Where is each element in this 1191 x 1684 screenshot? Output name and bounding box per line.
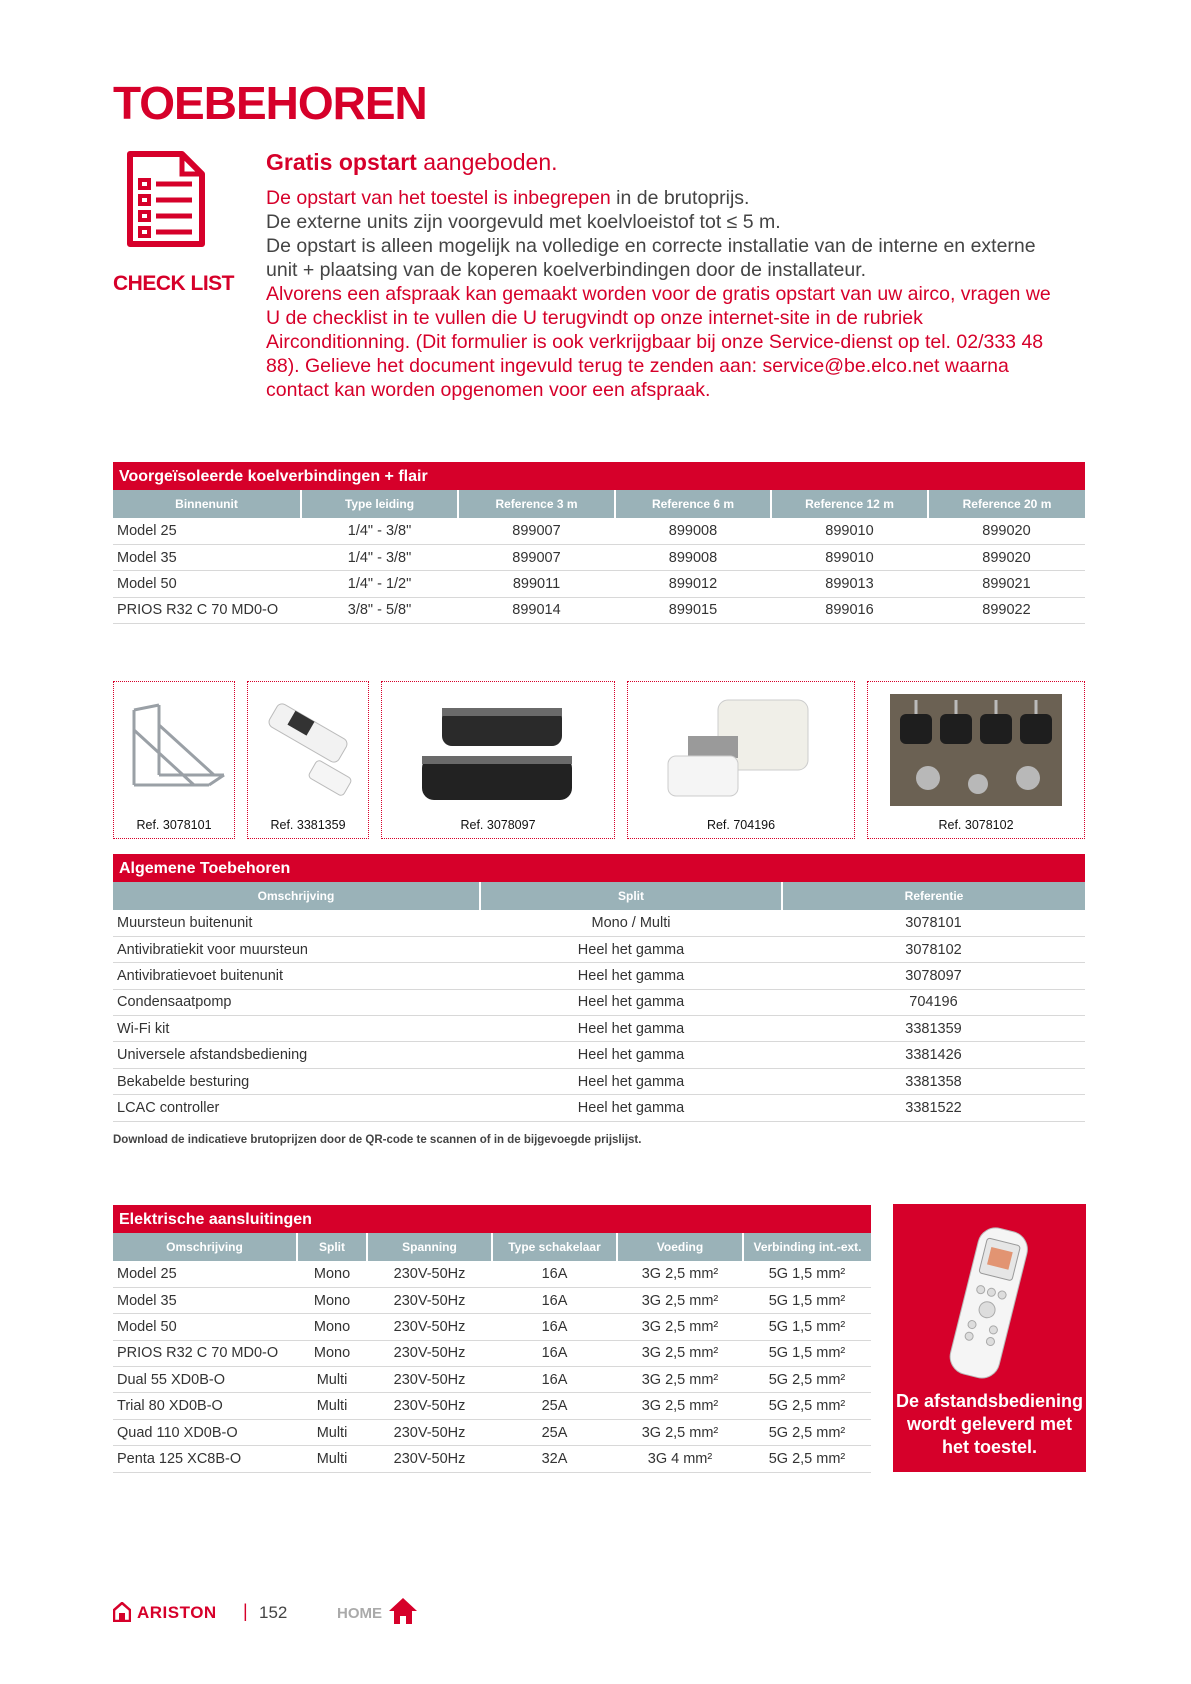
table-row [113,1068,1085,1094]
table-cell: 899015 [615,597,771,623]
table-cell: 899010 [771,544,928,570]
table-cell: Heel het gamma [480,963,782,989]
home-link[interactable]: HOME [337,1605,382,1622]
table-cell: 16A [492,1314,617,1340]
table-cell: 16A [492,1287,617,1313]
intro-heading: Gratis opstart aangeboden. [266,149,558,175]
table-cell: 5G 1,5 mm² [743,1340,871,1366]
table-row [113,989,1085,1015]
table-cell: 899022 [928,597,1085,623]
table-row [113,544,1085,570]
table-row [113,1095,1085,1121]
column-header: Split [297,1233,367,1261]
table-cell: 230V-50Hz [367,1261,492,1287]
table-cell: 230V-50Hz [367,1419,492,1445]
table-cell: Heel het gamma [480,936,782,962]
table-cell: Heel het gamma [480,1042,782,1068]
remote-note: De afstandsbediening wordt geleverd met het toestel. [895,1391,1084,1457]
product-ref: Ref. 704196 [706,818,776,832]
table-row [113,1367,871,1393]
condensate-pump-icon [628,690,854,810]
product-ref: Ref. 3078102 [938,818,1014,832]
product-ref: Ref. 3381359 [270,818,346,832]
table-cell: 5G 2,5 mm² [743,1419,871,1445]
intro-line-1: De opstart van het toestel is inbegrepen in de brutoprijs. [266,187,750,209]
table-cell: Model 25 [113,1261,297,1287]
table-cell: 899007 [458,518,615,544]
intro-line-2: De externe units zijn voorgevuld met koelvloeistof tot ≤ 5 m. [266,211,781,233]
table-cell: 1/4" - 3/8" [301,518,458,544]
table-cell: Bekabelde besturing [113,1068,480,1094]
table-cell: Multi [297,1446,367,1472]
table-cell: Model 50 [113,571,301,597]
table-cell: 3381426 [782,1042,1085,1068]
table-cell: 899012 [615,571,771,597]
table-title: Elektrische aansluitingen [113,1205,871,1233]
column-header: Reference 12 m [771,490,928,518]
table-cell: 3G 2,5 mm² [617,1340,743,1366]
ariston-logo-icon [113,1602,131,1622]
table-cell: Heel het gamma [480,1068,782,1094]
wifi-kit-usb-icon [248,690,368,810]
table-row [113,597,1085,623]
remote-control-icon [944,1222,1034,1382]
column-header: Voeding [617,1233,743,1261]
table-title: Voorgeïsoleerde koelverbindingen + flair [113,462,1085,490]
column-header: Type leiding [301,490,458,518]
table-cell: 3381359 [782,1016,1085,1042]
download-note: Download de indicatieve brutoprijzen door de QR-code te scannen of in de bijgevoegde prijslijst. [113,1134,642,1146]
table-cell: 25A [492,1393,617,1419]
table-cell: 5G 1,5 mm² [743,1287,871,1313]
table-cell: Heel het gamma [480,989,782,1015]
intro-line-3: De opstart is alleen mogelijk na volledige en correcte installatie van de interne en externe unit + plaatsing van de koperen koelverbindingen door de installateur. [266,235,1036,281]
table-cell: 3G 2,5 mm² [617,1393,743,1419]
table-cell: Trial 80 XD0B-O [113,1393,297,1419]
table-cell: Antivibratiekit voor muursteun [113,936,480,962]
table-row [113,1340,871,1366]
column-header: Binnenunit [113,490,301,518]
table-cell: 5G 2,5 mm² [743,1367,871,1393]
table-cell: Antivibratievoet buitenunit [113,963,480,989]
table-cell: 16A [492,1340,617,1366]
table-cell: 899020 [928,544,1085,570]
table-cell: Model 35 [113,544,301,570]
table-row [113,1287,871,1313]
table-cell: 899020 [928,518,1085,544]
table-cell: Penta 125 XC8B-O [113,1446,297,1472]
table-cell: 230V-50Hz [367,1314,492,1340]
table-cell: Muursteun buitenunit [113,910,480,936]
electrical-connections-table [113,1205,871,1473]
checklist-document-icon [126,150,206,248]
table-cell: 3G 2,5 mm² [617,1287,743,1313]
table-row [113,1016,1085,1042]
table-cell: Heel het gamma [480,1016,782,1042]
general-accessories-table [113,854,1085,1122]
table-row [113,910,1085,936]
table-row [113,518,1085,544]
column-header: Omschrijving [113,1233,297,1261]
product-ref: Ref. 3078101 [136,818,212,832]
table-cell: 3381358 [782,1068,1085,1094]
table-cell: 3/8" - 5/8" [301,597,458,623]
table-cell: 3078102 [782,936,1085,962]
column-header: Omschrijving [113,882,480,910]
table-title: Algemene Toebehoren [113,854,1085,882]
table-cell: Condensaatpomp [113,989,480,1015]
table-cell: 899008 [615,518,771,544]
table-row [113,1419,871,1445]
table-cell: Mono / Multi [480,910,782,936]
table-cell: Model 50 [113,1314,297,1340]
product-thumbnails [113,681,1085,839]
table-row [113,1261,871,1287]
table-cell: 5G 2,5 mm² [743,1446,871,1472]
table-cell: Multi [297,1419,367,1445]
table-cell: PRIOS R32 C 70 MD0-O [113,597,301,623]
table-cell: Mono [297,1340,367,1366]
table-cell: 3078097 [782,963,1085,989]
table-cell: 3G 2,5 mm² [617,1419,743,1445]
column-header: Reference 6 m [615,490,771,518]
table-cell: 3G 2,5 mm² [617,1367,743,1393]
table-cell: 5G 1,5 mm² [743,1314,871,1340]
table-cell: 5G 2,5 mm² [743,1393,871,1419]
table-cell: PRIOS R32 C 70 MD0-O [113,1340,297,1366]
table-cell: 25A [492,1419,617,1445]
table-cell: 32A [492,1446,617,1472]
table-cell: 899007 [458,544,615,570]
refrigerant-lines-table [113,462,1085,624]
table-row [113,936,1085,962]
table-cell: 230V-50Hz [367,1446,492,1472]
product-antivibration-feet [381,681,615,839]
brand-name: ARISTON [137,1603,217,1622]
table-cell: Model 25 [113,518,301,544]
product-condensate-pump [627,681,855,839]
page-title: TOEBEHOREN [113,77,427,129]
column-header: Split [480,882,782,910]
table-cell: Mono [297,1261,367,1287]
table-cell: 704196 [782,989,1085,1015]
table-cell: Multi [297,1367,367,1393]
table-cell: 899013 [771,571,928,597]
table-cell: Heel het gamma [480,1095,782,1121]
table-cell: 3G 2,5 mm² [617,1261,743,1287]
home-icon[interactable] [387,1596,419,1626]
product-antivibration-kit [867,681,1085,839]
table-cell: Mono [297,1314,367,1340]
table-cell: Universele afstandsbediening [113,1042,480,1068]
table-cell: Mono [297,1287,367,1313]
table-cell: Quad 110 XD0B-O [113,1419,297,1445]
page-number: 152 [259,1603,288,1622]
column-header: Spanning [367,1233,492,1261]
table-cell: 3G 2,5 mm² [617,1314,743,1340]
product-wifi-kit [247,681,369,839]
table-cell: 3G 4 mm² [617,1446,743,1472]
column-header: Reference 20 m [928,490,1085,518]
table-row [113,1314,871,1340]
product-ref: Ref. 3078097 [460,818,536,832]
table-cell: 899008 [615,544,771,570]
column-header: Referentie [782,882,1085,910]
table-cell: 899010 [771,518,928,544]
table-cell: 230V-50Hz [367,1393,492,1419]
remote-control-box [893,1204,1086,1472]
table-cell: 3078101 [782,910,1085,936]
table-cell: 899011 [458,571,615,597]
table-cell: LCAC controller [113,1095,480,1121]
column-header: Type schakelaar [492,1233,617,1261]
column-header: Reference 3 m [458,490,615,518]
footer-separator: | [243,1601,248,1621]
table-cell: 230V-50Hz [367,1367,492,1393]
table-cell: 16A [492,1367,617,1393]
footer [113,1596,513,1630]
product-wall-bracket [113,681,235,839]
table-cell: 16A [492,1261,617,1287]
antivibration-kit-icon [868,690,1084,810]
table-cell: Model 35 [113,1287,297,1313]
table-cell: Multi [297,1393,367,1419]
table-cell: 1/4" - 3/8" [301,544,458,570]
table-cell: Wi-Fi kit [113,1016,480,1042]
table-cell: 899016 [771,597,928,623]
table-cell: 899014 [458,597,615,623]
table-cell: Dual 55 XD0B-O [113,1367,297,1393]
checklist-label: CHECK LIST [113,272,234,295]
table-cell: 230V-50Hz [367,1287,492,1313]
column-header: Verbinding int.-ext. [743,1233,871,1261]
antivibration-feet-icon [382,690,614,810]
wall-bracket-icon [114,690,234,810]
table-row [113,1393,871,1419]
table-cell: 230V-50Hz [367,1340,492,1366]
table-cell: 899021 [928,571,1085,597]
table-cell: 5G 1,5 mm² [743,1261,871,1287]
table-cell: 3381522 [782,1095,1085,1121]
intro-line-4: Alvorens een afspraak kan gemaakt worden voor de gratis opstart van uw airco, vragen we U de checklist in te vullen die U terugvindt op onze internet-site in de rubriek Airconditionning. (Dit formulier is ook verkrijgbaar bij onze Service-dienst op tel. 02/333 48 88). Gelieve het document ingevuld terug te zenden aan: service@be.elco.net waarna contact kan worden opgenomen voor een afspraak. [266,283,1051,401]
table-row [113,1042,1085,1068]
intro-text [266,148,1066,402]
table-row [113,963,1085,989]
table-row [113,1446,871,1472]
table-row [113,571,1085,597]
table-cell: 1/4" - 1/2" [301,571,458,597]
